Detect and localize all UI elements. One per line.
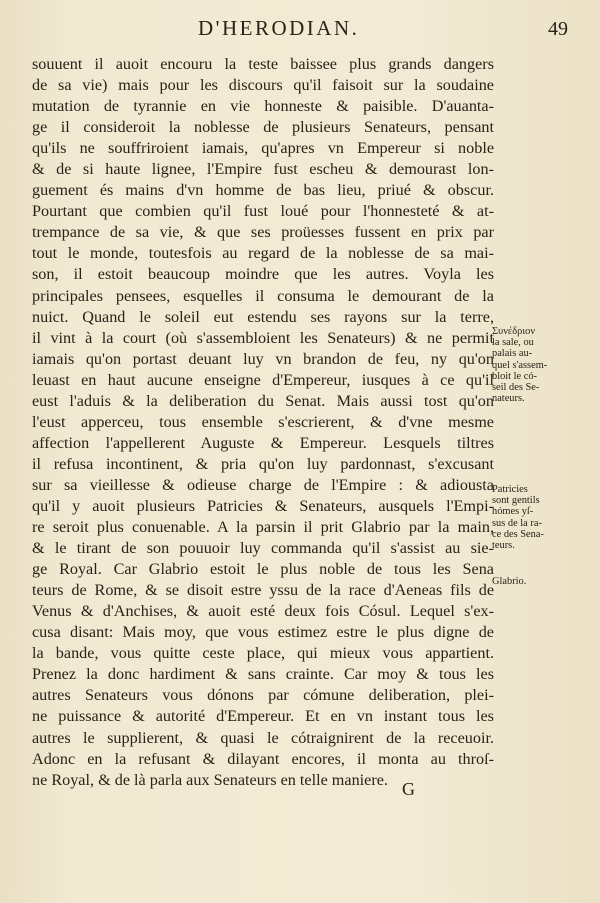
text-line: sur sa vieillesse & odieuse charge de l'Empire : & adiousta	[32, 475, 494, 494]
margin-note-line: bloit le có-	[492, 370, 538, 382]
text-line: teurs de Rome, & se disoit estre yssu de la race d'Aeneas fils de	[32, 581, 494, 600]
margin-note-line: seil des Se-	[492, 382, 540, 394]
catchword: G	[402, 779, 415, 799]
text-line: re seroit plus conuenable. A la parsin il prit Glabrio par la main,	[32, 518, 494, 537]
margin-note-line: Συνέδριον	[492, 326, 536, 337]
text-line: Prenez la donc hardiment & sans crainte. Car moy & tous les	[32, 665, 494, 684]
text-line: qu'il y auoit plusieurs Patricies & Senateurs, ausquels l'Empi-	[32, 496, 494, 515]
margin-notes	[492, 326, 600, 626]
text-line: ge il consideroit la noblesse de plusieurs Senateurs, pensant	[32, 118, 494, 137]
text-line: trempance de sa vie, & que ses proüesses fussent en prix par	[32, 223, 494, 242]
margin-note-line: sus de la ra-	[492, 517, 542, 529]
text-line: ne puissance & autorité d'Empereur. Et en vn instant tous les	[32, 707, 494, 726]
text-line: principales pensees, esquelles il consuma le demourant de la	[32, 286, 494, 305]
margin-note-patricies	[492, 484, 598, 551]
text-line: guement és mains d'vn homme de bas lieu, priué & obscur.	[32, 181, 494, 200]
text-line: Adonc en la refusant & dilayant encores, il monta au throſ-	[32, 749, 494, 768]
margin-note-line: Patricies	[492, 484, 528, 495]
margin-note-line: teurs.	[492, 540, 515, 552]
text-line: & de si haute lignee, l'Empire fust escheu & demourast lon-	[32, 160, 494, 179]
margin-note-line: palais au-	[492, 348, 533, 360]
text-line: Pourtant que combien qu'il fust loué pour l'honnesteté & at-	[32, 202, 494, 221]
text-line: ne Royal, & de là parla aux Senateurs en telle maniere.	[32, 770, 388, 789]
text-line: souuent il auoit encouru la teste baissee plus grands dangers	[32, 55, 494, 73]
text-line: & le tirant de son pouuoir luy commanda qu'il s'assist au sie-	[32, 539, 494, 558]
margin-note-glabrio	[492, 576, 598, 587]
text-line: mutation de tyrannie en vie honneste & paisible. D'auanta-	[32, 97, 494, 116]
text-line: tout le monde, toutesfois au regard de la noblesse de sa mai-	[32, 244, 494, 263]
text-line: son, il estoit beaucoup moindre que les autres. Voyla les	[32, 265, 494, 284]
body-text	[32, 54, 494, 791]
margin-note-line: ce des Sena-	[492, 528, 544, 540]
text-line: nuict. Quand le soleil eut estendu ses rayons sur la terre,	[32, 307, 494, 326]
text-line: il refusa incontinent, & pria qu'on luy pardonnast, s'excusant	[32, 454, 494, 473]
margin-note-line: nateurs.	[492, 393, 525, 405]
text-line: qu'ils ne souffriroient iamais, qu'apres vn Empereur si noble	[32, 139, 494, 158]
margin-note-line: sont gentils	[492, 495, 540, 507]
margin-note-line: Glabrio.	[492, 576, 527, 587]
text-line: de sa vie) mais pour les discours qu'il faisoit sur la soudaine	[32, 76, 494, 95]
text-line: cusa disant: Mais moy, que vous estimez estre le plus digne de	[32, 623, 494, 642]
text-line: Venus & d'Anchises, & auoit esté deux fois Cósul. Lequel s'ex-	[32, 602, 494, 621]
margin-note-line: quel s'assem-	[492, 359, 548, 371]
text-line: leuast en haut aucune enseigne d'Empereur, iusques à ce qu'il	[32, 370, 494, 389]
text-line: autres Senateurs vous dónons par cómune deliberation, plei-	[32, 686, 494, 705]
text-line: iamais qu'on portast deuant luy vn brandon de feu, ny qu'on	[32, 349, 494, 368]
margin-note-line: hómes yſ-	[492, 506, 534, 518]
margin-note-synedrion	[492, 326, 598, 404]
text-line: affection l'appellerent Auguste & Empereur. Lesquels tiltres	[32, 433, 494, 452]
text-line: l'eust apperceu, tous ensemble s'escrierent, & d'vne mesme	[32, 412, 494, 431]
text-line: il vint à la court (où s'assembloient les Senateurs) & ne permit	[32, 328, 494, 347]
text-line: eust l'aduis & la deliberation du Senat. Mais aussi tost qu'on	[32, 391, 494, 410]
text-line: la bande, vous quitte ceste place, qui mieux vous appartient.	[32, 644, 494, 663]
page-header	[0, 16, 600, 46]
text-line: autres le supplierent, & quasi le cótraignirent de la receuoir.	[32, 728, 494, 747]
margin-note-line: la sale, ou	[492, 337, 534, 349]
running-head: D'HERODIAN.	[198, 16, 360, 40]
text-line: ge Royal. Car Glabrio estoit le plus noble de tous les Sena	[32, 560, 494, 579]
page-number: 49	[548, 18, 568, 40]
